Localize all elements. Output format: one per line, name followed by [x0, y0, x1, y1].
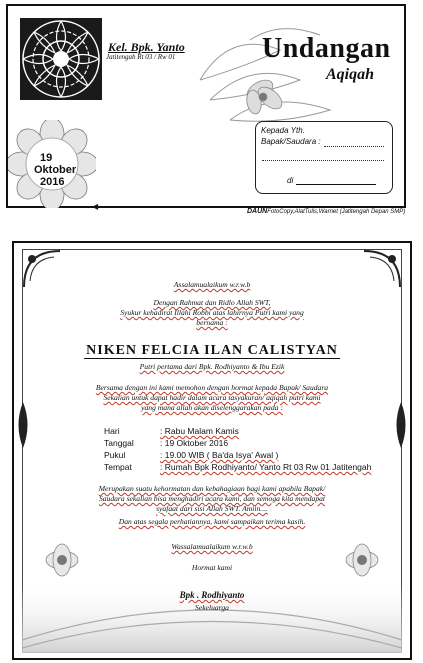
brand-info: FotoCopy,AlatTulis,Warnet (Jatitengah Depan SMP)	[267, 209, 406, 215]
signatory-name: Bpk . Rodhiyanto	[179, 590, 245, 600]
brand-name: DAUN	[247, 208, 268, 215]
date-day: 19	[40, 152, 53, 164]
detail-value-tanggal: : 19 Oktober 2016	[160, 438, 229, 448]
date-month: Oktober	[34, 164, 77, 176]
sender-address: Jatitengah Rt 03 / Rw 01	[106, 53, 176, 61]
address-dotted-line	[262, 160, 384, 161]
date-year: 2016	[40, 176, 65, 188]
intro-line: bernama :	[196, 318, 228, 327]
intro-line: Dengan Rahmat dan Ridlo Allah SWT,	[153, 298, 271, 307]
address-recipient-label: Bapak/Saudara :	[261, 137, 321, 146]
child-name-text: NIKEN FELCIA ILAN CALISTYAN	[86, 343, 338, 358]
detail-value-pukul: : 19.00 WIB ( Ba'da Isya' Awal )	[160, 450, 279, 460]
intro-line: Syukur kehadirat Illahi Robbi atas lahirnya Putri kami yang	[120, 308, 304, 317]
detail-key-tempat: Tempat	[104, 462, 132, 472]
salam-opening: Assalamualaikum w.r.w.b	[173, 280, 251, 289]
arrow-left-icon: ◀	[92, 202, 99, 211]
closing-line: syafaat dari sisi Allah SWT. Amiin....	[156, 504, 268, 513]
signatory-family: Sekeluarga	[195, 603, 229, 612]
address-dotted-line	[324, 146, 384, 147]
footer-brand	[247, 208, 405, 215]
title-sub: Aqiqah	[326, 66, 375, 83]
invitation-line: Bersama dengan ini kami memohon dengan hormat kepada Bapak/ Saudara	[95, 383, 329, 392]
regards-label: Hormat kami	[191, 563, 233, 572]
invitation-line: Sekalian untuk dapat hadir dalam acara tasyakuran/ aqiqah putri kami	[103, 393, 321, 402]
closing-line: Dan atas segala perhatiannya, kami sampaikan terima kasih.	[118, 517, 306, 526]
address-di-label: di	[287, 176, 294, 185]
title-main: Undangan	[262, 33, 391, 64]
detail-value-tempat: : Rumah Bpk Rodhiyanto/ Yanto Rt 03 Rw 01 Jatitengah	[160, 462, 372, 472]
invitation-line: yang mana allah akan diselenggarakan pada :	[141, 403, 283, 412]
salam-closing: Wassalamualaikum w.r.w.b	[171, 542, 253, 551]
mandala-ornament	[20, 18, 102, 100]
arrow-line	[96, 206, 239, 207]
address-di-line	[296, 184, 376, 185]
closing-line: Saudara sekalian bisa menghadiri acara kami, dan semoga kita mendapat	[98, 494, 326, 503]
detail-value-hari: : Rabu Malam Kamis	[160, 426, 239, 436]
detail-key-tanggal: Tanggal	[104, 438, 134, 448]
bottom-floral-decoration	[22, 520, 402, 653]
child-parents: Putri pertama dari Bpk. Rodhiyanto & Ibu Ezik	[139, 362, 285, 371]
closing-line: Merupakan suatu kehormatan dan kebahagiaan bagi kami apabila Bapak/	[98, 484, 326, 493]
address-greeting: Kepada Yth.	[261, 126, 305, 135]
detail-key-pukul: Pukul	[104, 450, 126, 460]
child-name	[22, 343, 402, 359]
sender-name: Kel. Bpk. Yanto	[108, 40, 185, 54]
detail-key-hari: Hari	[104, 426, 120, 436]
